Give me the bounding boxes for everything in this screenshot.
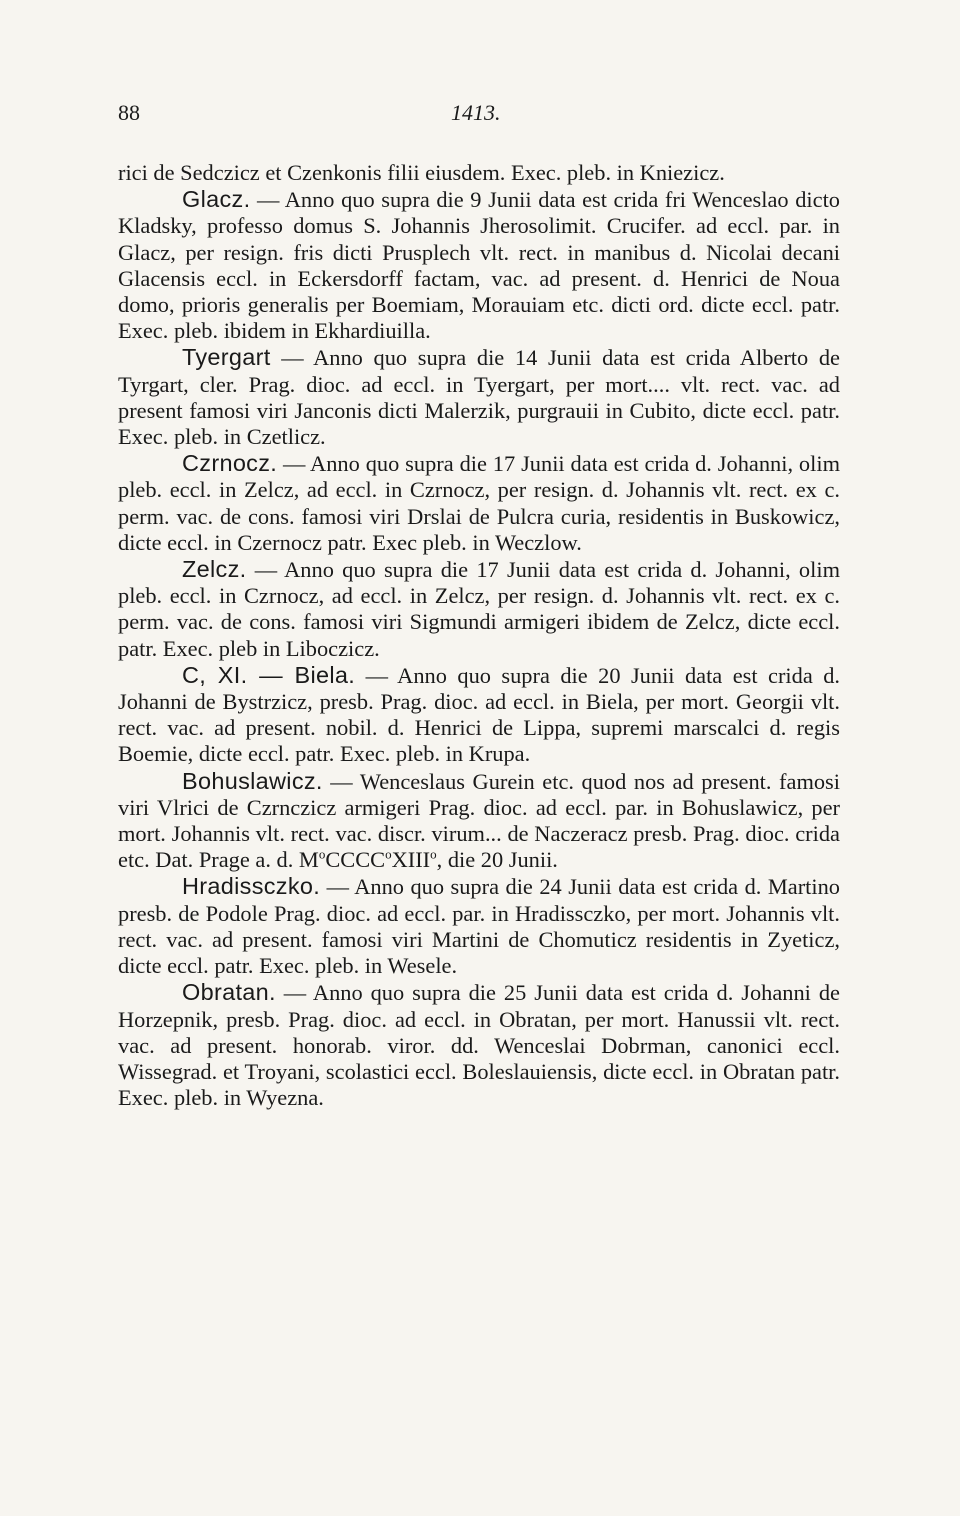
place-name-zelcz: Zelcz. bbox=[182, 556, 247, 583]
entry-text-bohuslawicz: — Wenceslaus Gurein etc. quod nos ad present. famosi viri Vlrici de Czrnczicz armigeri Prag. dioc. ad eccl. par. in Bohuslawicz, per mort. Johannis vlt. rect. vac. discr. virum... de Naczeracz presb. Prag. dioc. crida etc. Dat. Prage a. d. M bbox=[118, 768, 840, 873]
entry-zelcz bbox=[118, 556, 840, 662]
date-numeral: CCCC bbox=[325, 847, 386, 873]
running-head-year: 1413. bbox=[451, 100, 501, 125]
superscript-o: o bbox=[385, 846, 392, 862]
entry-czrnocz bbox=[118, 450, 840, 556]
entry-biela bbox=[118, 662, 840, 768]
entry-bohuslawicz bbox=[118, 768, 840, 874]
entry-text-bohuslawicz-end: , die 20 Junii. bbox=[436, 847, 558, 873]
place-name-biela: C, XI. — Biela. bbox=[182, 661, 356, 688]
entry-text-hradissczko: — Anno quo supra die 24 Junii data est crida d. Martino presb. de Podole Prag. dioc. ad eccl. par. in Hradissczko, per mort. Johannis vlt. rect. vac. ad present. famosi viri Martini de Chomuticz residentis in Zyeticz, dicte eccl. patr. Exec. pleb. in Wesele. bbox=[118, 874, 840, 979]
entry-glacz bbox=[118, 186, 840, 344]
place-name-czrnocz: Czrnocz. bbox=[182, 450, 278, 477]
place-name-hradissczko: Hradissczko. bbox=[182, 873, 321, 900]
body-text bbox=[118, 160, 840, 1111]
place-name-glacz: Glacz. bbox=[182, 186, 251, 213]
entry-hradissczko bbox=[118, 873, 840, 979]
place-name-tyergart: Tyergart bbox=[182, 344, 271, 371]
page-header bbox=[118, 100, 840, 134]
place-name-bohuslawicz: Bohuslawicz. bbox=[182, 767, 323, 794]
entry-text-czrnocz: — Anno quo supra die 17 Junii data est crida d. Johanni, olim pleb. eccl. in Zelcz, ad eccl. in Czrnocz, per resign. d. Johannis vlt. rect. ex c. perm. vac. de cons. famosi viri Drslai de Pulcra curia, residentis in Buskowicz, dicte eccl. in Czernocz patr. Exec pleb. in Weczlow. bbox=[118, 451, 840, 555]
entry-text-obratan: — Anno quo supra die 25 Junii data est crida d. Johanni de Horzepnik, presb. Prag. dioc. ad eccl. in Obratan, per mort. Hanussii vlt. rect. vac. ad present. honorab. viror. dd. Wenceslai Dobrman, canonici eccl. Wissegrad. et Troyani, scolastici eccl. Boleslauiensis, dicte eccl. in Obratan patr. Exec. pleb. in Wyezna. bbox=[118, 980, 840, 1111]
date-numeral: XIII bbox=[391, 847, 431, 873]
entry-text-glacz: — Anno quo supra die 9 Junii data est crida fri Wenceslao dicto Kladsky, professo domus S. Johannis Jherosolimit. Crucifer. ad eccl. par. in Glacz, per resign. fris dicti Prusplech vlt. rect. in manibus d. Nicolai decani Glacensis eccl. in Eckersdorff factam, vac. ad present. d. Henrici de Noua domo, prioris generalis per Boemiam, Morauiam etc. dicti ord. dicte eccl. patr. Exec. pleb. ibidem in Ekhardiuilla. bbox=[118, 187, 840, 344]
entry-obratan bbox=[118, 979, 840, 1111]
superscript-o: o bbox=[318, 846, 326, 862]
superscript-o: o bbox=[430, 846, 437, 862]
intro-paragraph: rici de Sedczicz et Czenkonis filii eiusdem. Exec. pleb. in Kniezicz. bbox=[118, 160, 725, 185]
place-name-obratan: Obratan. bbox=[182, 979, 276, 1006]
entry-text-tyergart: — Anno quo supra die 14 Junii data est crida Alberto de Tyrgart, cler. Prag. dioc. ad eccl. in Tyergart, per mort.... vlt. rect. vac. ad present famosi viri Janconis dicti Malerzik, purgrauii in Cubito, dicte eccl. patr. Exec. pleb. in Czetlicz. bbox=[118, 345, 840, 450]
entry-text-biela: — Anno quo supra die 20 Junii data est crida d. Johanni de Bystrzicz, presb. Prag. dioc. ad eccl. in Biela, per mort. Georgii vlt. rect. vac. ad present. nobil. d. Henrici de Lippa, supremi marscalci d. regis Boemie, dicte eccl. patr. Exec. pleb. in Krupa. bbox=[118, 662, 840, 767]
entry-tyergart bbox=[118, 344, 840, 450]
page-number: 88 bbox=[118, 100, 140, 125]
entry-text-zelcz: — Anno quo supra die 17 Junii data est crida d. Johanni, olim pleb. eccl. in Czrnocz, ad eccl. in Zelcz, per resign. d. Johannis vlt. rect. ex c. perm. vac. de cons. famosi viri Sigmundi armigeri ibidem de Zelcz, dicte eccl. patr. Exec. pleb in Liboczicz. bbox=[118, 557, 840, 661]
